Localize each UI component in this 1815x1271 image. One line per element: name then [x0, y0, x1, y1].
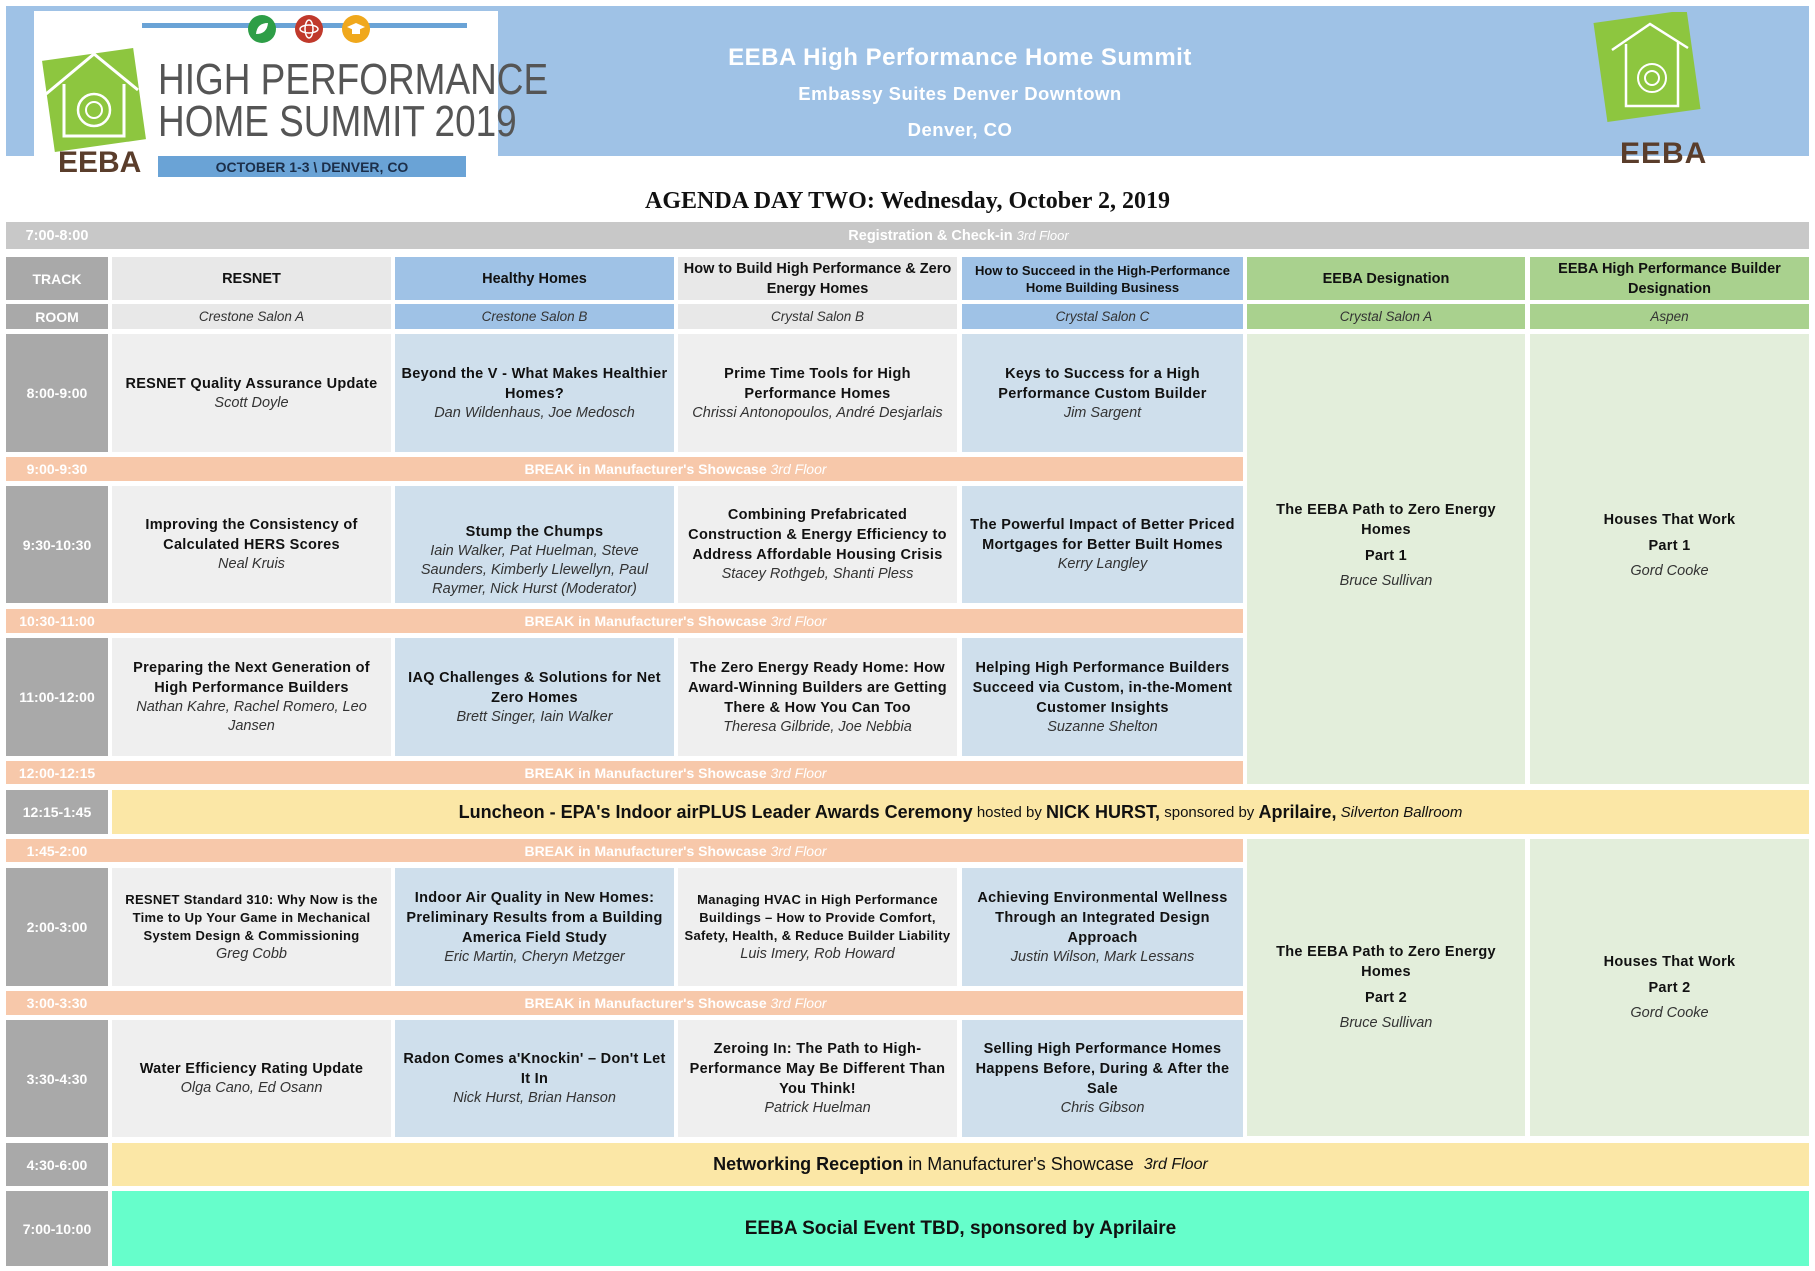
session-title: Preparing the Next Generation of High Performance Builders	[133, 660, 370, 696]
break-time: 9:00-9:30	[26, 461, 88, 477]
session-speakers: Chris Gibson	[1060, 1100, 1145, 1116]
luncheon-row	[112, 790, 1809, 834]
house-logo-icon	[36, 36, 156, 156]
room-healthy-homes: Crestone Salon B	[395, 304, 674, 329]
session-card[interactable]	[395, 486, 674, 603]
luncheon-hosted: hosted by	[976, 803, 1042, 821]
registration-floor: 3rd Floor	[1016, 227, 1069, 243]
session-card[interactable]	[112, 1020, 391, 1137]
session-card[interactable]	[962, 1020, 1243, 1137]
session-card[interactable]	[395, 868, 674, 986]
designation-speaker: Gord Cooke	[1630, 1005, 1709, 1021]
city: Denver, CO	[907, 119, 1013, 140]
break-label: BREAK in Manufacturer's Showcase	[524, 995, 767, 1011]
session-card[interactable]	[678, 486, 957, 603]
session-card[interactable]	[395, 638, 674, 756]
session-card[interactable]	[395, 334, 674, 452]
session-title: Managing HVAC in High Performance Buildings – How to Provide Comfort, Safety, Health, & Reduce Builder Liability	[684, 891, 951, 943]
session-title: RESNET Quality Assurance Update	[125, 375, 378, 392]
summit-title: EEBA High Performance Home Summit	[728, 44, 1192, 71]
break-label-wrap	[108, 765, 1243, 781]
designation-block[interactable]	[1530, 839, 1809, 1136]
reception-time: 4:30-6:00	[6, 1143, 108, 1186]
break-floor: 3rd Floor	[770, 461, 827, 477]
graduation-cap-icon	[341, 14, 371, 44]
time-slot: 9:30-10:30	[6, 486, 108, 603]
break-floor: 3rd Floor	[770, 764, 827, 781]
break-label: BREAK in Manufacturer's Showcase	[524, 613, 767, 629]
session-title: Zeroing In: The Path to High-Performance May Be Different Than You Think!	[689, 1041, 946, 1097]
break-floor: 3rd Floor	[770, 995, 827, 1011]
session-card[interactable]	[962, 334, 1243, 452]
break-floor: 3rd Floor	[770, 613, 827, 629]
time-slot: 11:00-12:00	[6, 638, 108, 756]
luncheon-sponsor: Aprilaire,	[1258, 801, 1337, 822]
reception-title: Networking Reception	[713, 1154, 904, 1174]
break-time: 3:00-3:30	[26, 995, 88, 1011]
session-speakers: Nathan Kahre, Rachel Romero, Leo Jansen	[136, 699, 367, 734]
session-speakers: Stacey Rothgeb, Shanti Pless	[721, 566, 914, 582]
track-business: How to Succeed in the High-Performance Home Building Business	[962, 257, 1243, 300]
session-title: Achieving Environmental Wellness Through an Integrated Design Approach	[977, 889, 1228, 946]
session-card[interactable]	[678, 638, 957, 756]
track-resnet: RESNET	[112, 257, 391, 300]
track-builder-designation: EEBA High Performance Builder Designation	[1530, 257, 1809, 300]
session-speakers: Dan Wildenhaus, Joe Medosch	[434, 404, 635, 421]
session-speakers: Scott Doyle	[214, 394, 289, 411]
luncheon-host: NICK HURST,	[1046, 801, 1161, 822]
right-logo-brand: EEBA	[1620, 137, 1708, 170]
break-label: BREAK in Manufacturer's Showcase	[524, 461, 767, 477]
time-slot: 2:00-3:00	[6, 868, 108, 986]
register-link[interactable]: REGISTER NOW at: http://summit.eeba.org/registration	[710, 155, 1210, 176]
session-title: IAQ Challenges & Solutions for Net Zero Homes	[408, 669, 661, 706]
designation-block[interactable]	[1247, 334, 1525, 784]
break-label-wrap	[108, 995, 1243, 1011]
session-title: Indoor Air Quality in New Homes: Preliminary Results from a Building America Field Study	[406, 889, 663, 946]
break-row	[6, 839, 1243, 862]
session-title: Selling High Performance Homes Happens Before, During & After the Sale	[975, 1041, 1230, 1097]
time-slot: 3:30-4:30	[6, 1020, 108, 1137]
designation-part: Part 1	[1648, 537, 1691, 554]
session-speakers: Suzanne Shelton	[1047, 718, 1158, 735]
designation-speaker: Bruce Sullivan	[1339, 572, 1433, 589]
reception-floor: 3rd Floor	[1143, 1155, 1208, 1173]
registration-label: Registration & Check-in	[848, 227, 1013, 244]
session-card[interactable]	[678, 868, 957, 986]
room-resnet: Crestone Salon A	[112, 304, 391, 329]
break-time: 12:00-12:15	[18, 764, 96, 781]
session-speakers: Luis Imery, Rob Howard	[740, 945, 895, 962]
venue: Embassy Suites Denver Downtown	[798, 83, 1122, 104]
atom-icon	[294, 14, 324, 44]
session-card[interactable]	[962, 486, 1243, 603]
session-title: Improving the Consistency of Calculated HERS Scores	[145, 517, 358, 553]
break-label-wrap	[108, 613, 1243, 629]
designation-speaker: Bruce Sullivan	[1339, 1015, 1433, 1031]
social-row	[112, 1191, 1809, 1266]
break-floor: 3rd Floor	[770, 842, 827, 859]
session-title: The Powerful Impact of Better Priced Mortgages for Better Built Homes	[970, 517, 1235, 553]
designation-title: The EEBA Path to Zero Energy Homes	[1276, 501, 1496, 538]
agenda-title: AGENDA DAY TWO: Wednesday, October 2, 2019	[645, 188, 1170, 214]
session-card[interactable]	[112, 334, 391, 452]
time-slot: 8:00-9:00	[6, 334, 108, 452]
track-healthy-homes: Healthy Homes	[395, 257, 674, 300]
luncheon-location: Silverton Ballroom	[1340, 803, 1463, 821]
session-card[interactable]	[678, 334, 957, 452]
designation-part: Part 2	[1364, 990, 1408, 1006]
break-label: BREAK in Manufacturer's Showcase	[524, 842, 767, 859]
session-title: Helping High Performance Builders Succeed via Custom, in-the-Moment Customer Insights	[972, 659, 1233, 716]
social-time: 7:00-10:00	[6, 1191, 108, 1266]
break-time: 1:45-2:00	[26, 842, 88, 859]
session-speakers: Theresa Gilbride, Joe Nebbia	[723, 718, 912, 735]
leaf-icon	[247, 14, 277, 44]
designation-title: The EEBA Path to Zero Energy Homes	[1276, 944, 1496, 980]
break-row	[6, 761, 1243, 784]
break-row	[6, 609, 1243, 633]
session-title: Beyond the V - What Makes Healthier Homes?	[401, 365, 668, 402]
session-title: Prime Time Tools for High Performance Homes	[724, 365, 911, 402]
session-title: Radon Comes a'Knockin' – Don't Let It In	[403, 1051, 666, 1087]
session-card[interactable]	[962, 638, 1243, 756]
track-eeba-designation: EEBA Designation	[1247, 257, 1525, 300]
social-title: EEBA Social Event TBD, sponsored by Aprilaire	[744, 1217, 1177, 1239]
session-card[interactable]	[395, 1020, 674, 1137]
session-title: Water Efficiency Rating Update	[139, 1061, 364, 1077]
session-speakers: Nick Hurst, Brian Hanson	[453, 1090, 616, 1106]
session-card[interactable]	[112, 868, 391, 986]
track-label: TRACK	[6, 257, 108, 300]
designation-title: Houses That Work	[1603, 511, 1736, 528]
logo-dates-bar	[158, 156, 466, 177]
break-label-wrap	[108, 461, 1243, 477]
registration-time: 7:00-8:00	[25, 227, 89, 244]
designation-part: Part 1	[1364, 547, 1408, 564]
eeba-house-icon	[1592, 12, 1708, 138]
logo-title-line2: HOME SUMMIT 2019	[158, 97, 517, 146]
session-card[interactable]	[678, 1020, 957, 1137]
logo-dates: OCTOBER 1-3 \ DENVER, CO	[215, 158, 409, 175]
room-eeba-designation: Crystal Salon A	[1247, 304, 1525, 329]
break-label-wrap	[108, 843, 1243, 859]
track-zero-energy: How to Build High Performance & Zero Energy Homes	[678, 257, 957, 300]
session-speakers: Eric Martin, Cheryn Metzger	[444, 948, 625, 965]
room-business: Crystal Salon C	[962, 304, 1243, 329]
session-speakers: Kerry Langley	[1057, 556, 1148, 572]
session-title: RESNET Standard 310: Why Now is the Time to Up Your Game in Mechanical System Design & Commissioning	[125, 891, 378, 943]
session-speakers: Brett Singer, Iain Walker	[456, 708, 613, 725]
session-card[interactable]	[962, 868, 1243, 986]
room-label: ROOM	[6, 304, 108, 329]
designation-part: Part 2	[1648, 980, 1691, 996]
break-label: BREAK in Manufacturer's Showcase	[524, 764, 767, 781]
break-row	[6, 457, 1243, 481]
break-row	[6, 991, 1243, 1015]
session-title: Stump the Chumps	[465, 524, 604, 540]
logo-brand: EEBA	[58, 146, 142, 179]
session-speakers: Justin Wilson, Mark Lessans	[1010, 948, 1195, 965]
session-speakers: Greg Cobb	[216, 945, 287, 962]
session-speakers: Jim Sargent	[1063, 404, 1142, 421]
reception-row	[112, 1143, 1809, 1186]
registration-label-wrap	[108, 228, 1809, 244]
session-speakers: Neal Kruis	[218, 556, 285, 572]
break-time: 10:30-11:00	[19, 613, 95, 629]
logo-title-line1: HIGH PERFORMANCE	[158, 55, 549, 104]
designation-speaker: Gord Cooke	[1630, 562, 1709, 579]
designation-block[interactable]	[1247, 839, 1525, 1136]
session-title: The Zero Energy Ready Home: How Award-Winning Builders are Getting There & How You Can Too	[688, 659, 947, 716]
session-speakers: Patrick Huelman	[764, 1100, 871, 1116]
session-speakers: Iain Walker, Pat Huelman, Steve Saunders, Kimberly Llewellyn, Paul Raymer, Nick Hurst (Moderator)	[420, 543, 649, 597]
reception-in: in Manufacturer's Showcase	[908, 1154, 1134, 1174]
room-zero-energy: Crystal Salon B	[678, 304, 957, 329]
luncheon-time: 12:15-1:45	[6, 790, 108, 834]
luncheon-sponsored: sponsored by	[1164, 803, 1255, 821]
session-card[interactable]	[112, 486, 391, 603]
session-card[interactable]	[112, 638, 391, 756]
session-speakers: Olga Cano, Ed Osann	[180, 1080, 323, 1096]
designation-block[interactable]	[1530, 334, 1809, 784]
designation-title: Houses That Work	[1603, 954, 1736, 970]
session-title: Combining Prefabricated Construction & Energy Efficiency to Address Affordable Housing Crisis	[688, 507, 947, 563]
luncheon-title: Luncheon - EPA's Indoor airPLUS Leader Awards Ceremony	[458, 801, 973, 822]
room-builder-designation: Aspen	[1530, 304, 1809, 329]
session-speakers: Chrissi Antonopoulos, André Desjarlais	[692, 404, 943, 421]
session-title: Keys to Success for a High Performance Custom Builder	[998, 365, 1207, 402]
registration-row	[6, 222, 1809, 249]
